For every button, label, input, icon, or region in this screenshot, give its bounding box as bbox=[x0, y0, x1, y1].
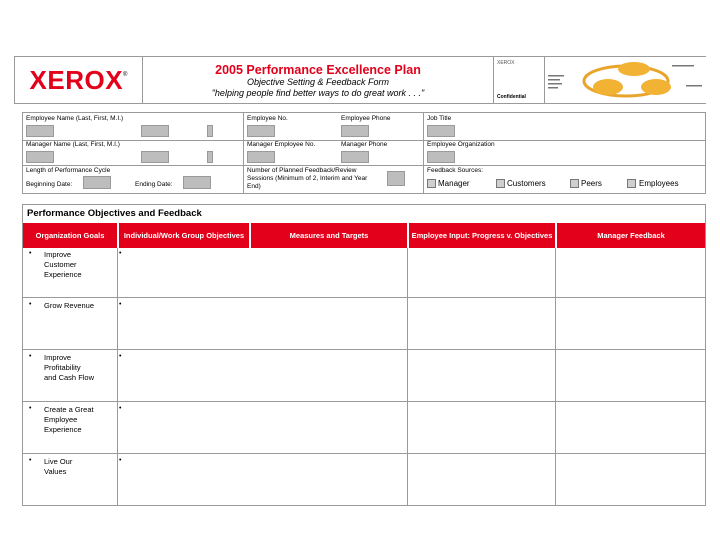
employee-phone-field[interactable] bbox=[341, 125, 369, 137]
form-subtitle: Objective Setting & Feedback Form bbox=[246, 77, 390, 87]
beginning-date-field[interactable] bbox=[83, 176, 111, 189]
employee-no-field[interactable] bbox=[247, 125, 275, 137]
employee-organization-field[interactable] bbox=[427, 151, 455, 163]
divider bbox=[407, 248, 408, 505]
divider bbox=[423, 113, 424, 193]
feedback-sources-label: Feedback Sources: bbox=[427, 167, 484, 174]
col-measures-targets: Measures and Targets bbox=[251, 223, 407, 248]
objective-bullet[interactable]: • bbox=[119, 301, 122, 308]
logo-box bbox=[15, 57, 143, 103]
manager-name-field[interactable] bbox=[26, 151, 54, 163]
col-manager-feedback: Manager Feedback bbox=[557, 223, 705, 248]
employee-phone-label: Employee Phone bbox=[341, 115, 391, 122]
col-individual-objectives: Individual/Work Group Objectives bbox=[119, 223, 249, 248]
form-tagline: "helping people find better ways to do great work . . ." bbox=[211, 88, 425, 98]
manager-name-label: Manager Name (Last, First, M.I.) bbox=[26, 141, 120, 148]
confidential-label: Confidential bbox=[497, 94, 526, 100]
manager-checkbox-label: Manager bbox=[438, 179, 470, 188]
objectives-title: Performance Objectives and Feedback bbox=[27, 208, 202, 219]
manager-employee-no-field[interactable] bbox=[247, 151, 275, 163]
beginning-date-label: Beginning Date: bbox=[26, 181, 73, 188]
manager-phone-label: Manager Phone bbox=[341, 141, 388, 148]
divider bbox=[555, 248, 556, 505]
divider bbox=[117, 248, 118, 505]
mini-logo: XEROX bbox=[497, 60, 515, 66]
col-employee-input: Employee Input: Progress v. Objectives bbox=[409, 223, 555, 248]
goal-live-our-values: Live Our Values bbox=[44, 457, 73, 476]
objective-bullet[interactable]: • bbox=[119, 353, 122, 360]
employee-name-field-mi[interactable] bbox=[207, 125, 213, 137]
employee-organization-label: Employee Organization bbox=[427, 141, 495, 148]
col-organization-goals: Organization Goals bbox=[23, 223, 117, 248]
goal-bullet: • bbox=[29, 250, 32, 257]
employee-name-label: Employee Name (Last, First, M.I.) bbox=[26, 115, 124, 122]
customers-checkbox[interactable] bbox=[496, 179, 505, 188]
goal-create-great-employee-experience: Create a Great Employee Experience bbox=[44, 405, 94, 434]
job-title-label: Job Title bbox=[427, 115, 452, 122]
divider bbox=[23, 349, 705, 350]
manager-name-field-first[interactable] bbox=[141, 151, 169, 163]
goal-grow-revenue: Grow Revenue bbox=[44, 301, 95, 310]
goal-bullet: • bbox=[29, 405, 32, 412]
confidential-box bbox=[493, 57, 545, 103]
manager-phone-field[interactable] bbox=[341, 151, 369, 163]
goal-bullet: • bbox=[29, 353, 32, 360]
ending-date-label: Ending Date: bbox=[135, 181, 173, 188]
customers-checkbox-label: Customers bbox=[507, 179, 546, 188]
divider bbox=[23, 297, 705, 298]
employee-no-label: Employee No. bbox=[247, 115, 288, 122]
strategy-cycle-diagram-icon bbox=[546, 57, 706, 103]
divider bbox=[23, 401, 705, 402]
divider bbox=[243, 113, 244, 193]
manager-checkbox[interactable] bbox=[427, 179, 436, 188]
manager-name-field-mi[interactable] bbox=[207, 151, 213, 163]
divider bbox=[23, 453, 705, 454]
performance-cycle-label: Length of Performance Cycle bbox=[26, 167, 111, 174]
form-header bbox=[14, 56, 706, 104]
peers-checkbox-label: Peers bbox=[581, 179, 602, 188]
goal-improve-customer-experience: Improve Customer Experience bbox=[44, 250, 82, 279]
objectives-section bbox=[22, 204, 706, 506]
peers-checkbox[interactable] bbox=[570, 179, 579, 188]
job-title-field[interactable] bbox=[427, 125, 455, 137]
goal-improve-profitability: Improve Profitability and Cash Flow bbox=[44, 353, 95, 382]
objective-bullet[interactable]: • bbox=[119, 457, 122, 464]
employee-name-field[interactable] bbox=[26, 125, 54, 137]
ending-date-field[interactable] bbox=[183, 176, 211, 189]
review-sessions-field[interactable] bbox=[387, 171, 405, 186]
employee-name-field-first[interactable] bbox=[141, 125, 169, 137]
goal-bullet: • bbox=[29, 457, 32, 464]
employee-info-section bbox=[22, 112, 706, 194]
employees-checkbox-label: Employees bbox=[639, 179, 679, 188]
title-area bbox=[143, 57, 493, 103]
page-title: 2005 Performance Excellence Plan bbox=[215, 63, 421, 77]
goal-bullet: • bbox=[29, 301, 32, 308]
trademark-mark: ® bbox=[123, 72, 128, 78]
xerox-logo: XEROX bbox=[29, 64, 124, 95]
review-sessions-label: Number of Planned Feedback/Review Sessions (Minimum of 2, Interim and Year End) bbox=[247, 167, 368, 190]
objective-bullet[interactable]: • bbox=[119, 250, 122, 257]
manager-employee-no-label: Manager Employee No. bbox=[247, 141, 316, 148]
employees-checkbox[interactable] bbox=[627, 179, 636, 188]
divider bbox=[23, 165, 705, 166]
objective-bullet[interactable]: • bbox=[119, 405, 122, 412]
